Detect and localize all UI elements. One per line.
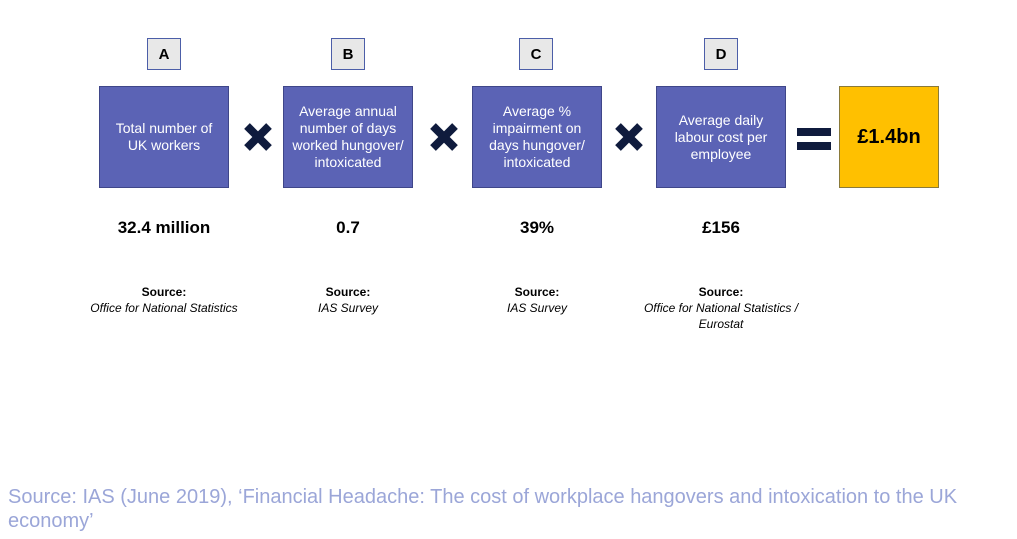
factor-b-source (258, 284, 438, 316)
result-value: £1.4bn (857, 125, 921, 148)
factor-d-value: £156 (702, 218, 740, 237)
letter-a-box: A (147, 38, 181, 70)
letter-b-box: B (331, 38, 365, 70)
factor-c-source (447, 284, 627, 316)
factor-a-label: Total number of UK workers (115, 120, 213, 153)
factor-b-source-label: Source: (325, 285, 371, 299)
factor-d-source-label: Source: (698, 285, 744, 299)
factor-d-label: Average daily labour cost per employee (674, 111, 768, 162)
letter-c-box: C (519, 38, 553, 70)
footer-source-citation: Source: IAS (June 2019), ‘Financial Headache: The cost of workplace hangovers and intoxication to the UK economy’ (8, 486, 958, 532)
factor-c-source-text: IAS Survey (506, 301, 568, 315)
factor-d-box (656, 86, 786, 188)
factor-d-source-text: Office for National Statistics / Eurostat (643, 301, 799, 331)
factor-d-source (631, 284, 811, 332)
multiply-icon (241, 120, 275, 154)
equals-icon (797, 126, 831, 152)
factor-a-source (74, 284, 254, 316)
factor-b-box (283, 86, 413, 188)
factor-b-value: 0.7 (336, 218, 360, 237)
factor-c-label: Average % impairment on days hungover/ intoxicated (489, 103, 585, 170)
factor-a-source-label: Source: (141, 285, 187, 299)
multiply-icon (427, 120, 461, 154)
factor-c-source-label: Source: (514, 285, 560, 299)
factor-c-box (472, 86, 602, 188)
factor-a-box (99, 86, 229, 188)
factor-b-label: Average annual number of days worked hungover/ intoxicated (292, 103, 404, 170)
factor-a-source-text: Office for National Statistics (90, 301, 238, 315)
multiply-icon (612, 120, 646, 154)
factor-b-source-text: IAS Survey (317, 301, 379, 315)
letter-d-box: D (704, 38, 738, 70)
factor-a-value: 32.4 million (117, 218, 211, 237)
result-box (839, 86, 939, 188)
factor-c-value: 39% (519, 218, 555, 237)
